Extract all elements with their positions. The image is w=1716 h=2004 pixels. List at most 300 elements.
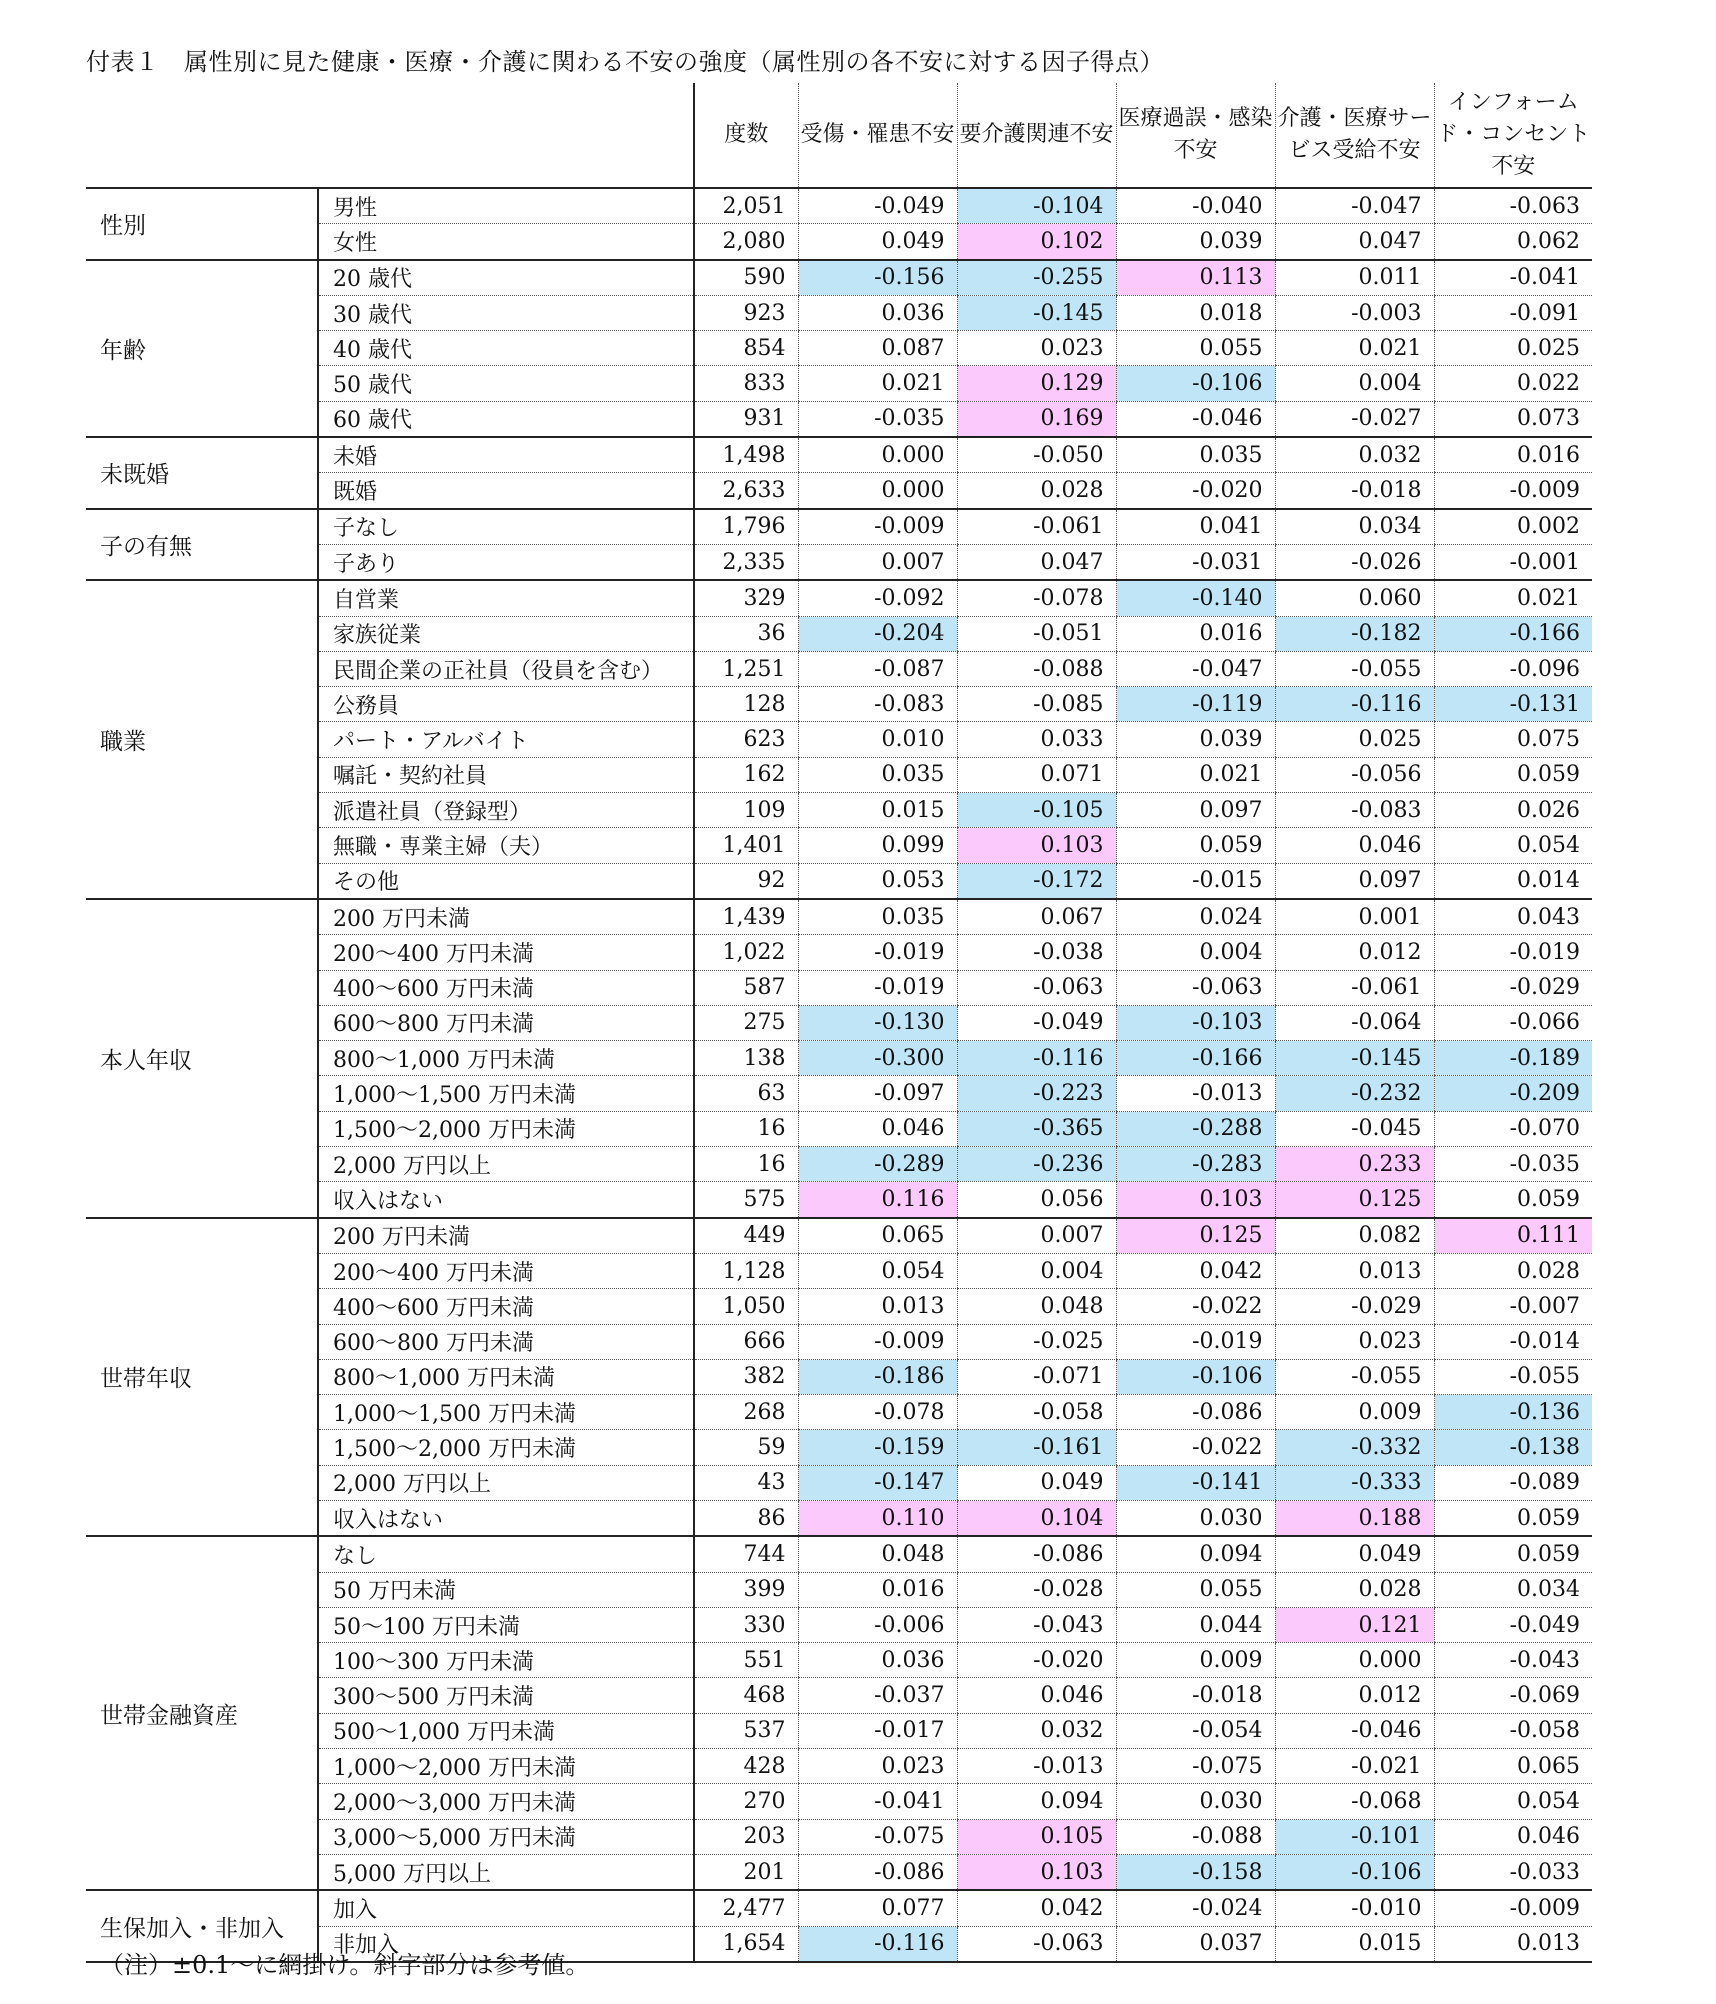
factor-score-cell: -0.078 bbox=[957, 580, 1116, 616]
factor-score-cell: -0.166 bbox=[1434, 616, 1592, 651]
factor-score-cell: -0.332 bbox=[1275, 1430, 1434, 1465]
factor-score-cell: -0.043 bbox=[1434, 1643, 1592, 1678]
factor-score-cell: 0.035 bbox=[798, 757, 957, 792]
count-cell: 382 bbox=[694, 1359, 798, 1394]
factor-score-cell: -0.136 bbox=[1434, 1395, 1592, 1430]
factor-score-cell: -0.087 bbox=[798, 651, 957, 686]
factor-score-cell: -0.166 bbox=[1116, 1041, 1275, 1076]
factor-score-cell: -0.013 bbox=[957, 1749, 1116, 1784]
table-row bbox=[86, 1536, 1592, 1572]
factor-score-cell: 0.036 bbox=[798, 295, 957, 330]
factor-score-cell: 0.046 bbox=[957, 1678, 1116, 1713]
factor-score-cell: 0.021 bbox=[1116, 757, 1275, 792]
factor-score-cell: -0.086 bbox=[798, 1854, 957, 1890]
factor-score-cell: 0.065 bbox=[798, 1218, 957, 1254]
factor-score-cell: 0.022 bbox=[1434, 366, 1592, 401]
row-label: 1,000～1,500 万円未満 bbox=[318, 1395, 694, 1430]
factor-score-cell: -0.009 bbox=[1434, 473, 1592, 509]
factor-score-cell: 0.004 bbox=[957, 1253, 1116, 1288]
count-cell: 468 bbox=[694, 1678, 798, 1713]
factor-score-cell: 0.059 bbox=[1434, 1182, 1592, 1218]
factor-score-cell: 0.121 bbox=[1275, 1607, 1434, 1642]
row-label: 公務員 bbox=[318, 687, 694, 722]
count-cell: 162 bbox=[694, 757, 798, 792]
factor-score-cell: -0.027 bbox=[1275, 401, 1434, 437]
factor-score-cell: 0.129 bbox=[957, 366, 1116, 401]
factor-score-cell: -0.088 bbox=[1116, 1819, 1275, 1854]
factor-score-cell: 0.004 bbox=[1116, 935, 1275, 970]
factor-score-cell: -0.026 bbox=[1275, 544, 1434, 580]
factor-score-cell: 0.014 bbox=[1434, 863, 1592, 899]
factor-score-cell: -0.001 bbox=[1434, 544, 1592, 580]
factor-score-cell: 0.032 bbox=[957, 1713, 1116, 1748]
count-cell: 330 bbox=[694, 1607, 798, 1642]
row-label: 100～300 万円未満 bbox=[318, 1643, 694, 1678]
table-row bbox=[86, 580, 1592, 616]
factor-score-cell: -0.069 bbox=[1434, 1678, 1592, 1713]
factor-score-cell: -0.085 bbox=[957, 687, 1116, 722]
factor-score-cell: -0.130 bbox=[798, 1005, 957, 1040]
row-label: 収入はない bbox=[318, 1500, 694, 1536]
row-label: その他 bbox=[318, 863, 694, 899]
count-cell: 63 bbox=[694, 1076, 798, 1111]
factor-score-cell: -0.018 bbox=[1116, 1678, 1275, 1713]
factor-score-cell: 0.024 bbox=[1116, 899, 1275, 935]
factor-score-cell: -0.049 bbox=[1434, 1607, 1592, 1642]
count-cell: 86 bbox=[694, 1500, 798, 1536]
factor-score-cell: -0.106 bbox=[1116, 366, 1275, 401]
row-label: パート・アルバイト bbox=[318, 722, 694, 757]
row-label: 200 万円未満 bbox=[318, 1218, 694, 1254]
factor-score-cell: 0.188 bbox=[1275, 1500, 1434, 1536]
factor-score-cell: -0.019 bbox=[1116, 1324, 1275, 1359]
count-cell: 270 bbox=[694, 1784, 798, 1819]
factor-score-cell: 0.013 bbox=[1275, 1253, 1434, 1288]
factor-score-cell: -0.020 bbox=[1116, 473, 1275, 509]
factor-score-cell: 0.036 bbox=[798, 1643, 957, 1678]
factor-score-cell: -0.063 bbox=[957, 970, 1116, 1005]
factor-score-cell: -0.054 bbox=[1116, 1713, 1275, 1748]
factor-score-cell: 0.046 bbox=[1434, 1819, 1592, 1854]
factor-score-cell: -0.131 bbox=[1434, 687, 1592, 722]
count-cell: 92 bbox=[694, 863, 798, 899]
factor-score-cell: -0.071 bbox=[957, 1359, 1116, 1394]
count-cell: 833 bbox=[694, 366, 798, 401]
count-cell: 744 bbox=[694, 1536, 798, 1572]
row-label: 民間企業の正社員（役員を含む） bbox=[318, 651, 694, 686]
count-cell: 2,335 bbox=[694, 544, 798, 580]
factor-score-cell: 0.023 bbox=[957, 331, 1116, 366]
count-cell: 329 bbox=[694, 580, 798, 616]
factor-score-cell: 0.049 bbox=[1275, 1536, 1434, 1572]
row-label: 50～100 万円未満 bbox=[318, 1607, 694, 1642]
count-cell: 138 bbox=[694, 1041, 798, 1076]
factor-score-cell: -0.020 bbox=[957, 1643, 1116, 1678]
factor-score-cell: -0.049 bbox=[957, 1005, 1116, 1040]
factor-score-cell: 0.110 bbox=[798, 1500, 957, 1536]
row-label: 200～400 万円未満 bbox=[318, 1253, 694, 1288]
count-cell: 551 bbox=[694, 1643, 798, 1678]
row-label: 2,000～3,000 万円未満 bbox=[318, 1784, 694, 1819]
factor-score-cell: 0.059 bbox=[1116, 828, 1275, 863]
factor-score-cell: -0.140 bbox=[1116, 580, 1275, 616]
row-label: 30 歳代 bbox=[318, 295, 694, 330]
factor-score-cell: 0.042 bbox=[1116, 1253, 1275, 1288]
row-label: 5,000 万円以上 bbox=[318, 1854, 694, 1890]
count-cell: 2,080 bbox=[694, 224, 798, 260]
count-cell: 1,022 bbox=[694, 935, 798, 970]
factor-score-cell: -0.186 bbox=[798, 1359, 957, 1394]
row-label: 800～1,000 万円未満 bbox=[318, 1041, 694, 1076]
factor-score-cell: 0.000 bbox=[798, 473, 957, 509]
count-cell: 923 bbox=[694, 295, 798, 330]
count-cell: 2,477 bbox=[694, 1890, 798, 1926]
group-label: 世帯年収 bbox=[86, 1218, 318, 1537]
factor-score-cell: -0.156 bbox=[798, 260, 957, 296]
count-cell: 43 bbox=[694, 1465, 798, 1500]
header-medical-error-anxiety: 医療過誤・感染不安 bbox=[1116, 83, 1275, 188]
factor-score-cell: 0.077 bbox=[798, 1890, 957, 1926]
factor-score-cell: 0.034 bbox=[1434, 1572, 1592, 1607]
factor-score-cell: 0.021 bbox=[1434, 580, 1592, 616]
factor-score-cell: -0.116 bbox=[957, 1041, 1116, 1076]
row-label: 非加入 bbox=[318, 1926, 694, 1962]
factor-score-cell: -0.040 bbox=[1116, 188, 1275, 224]
group-label: 年齢 bbox=[86, 260, 318, 437]
factor-score-cell: -0.033 bbox=[1434, 1854, 1592, 1890]
table-row bbox=[86, 1890, 1592, 1926]
factor-score-cell: 0.025 bbox=[1434, 331, 1592, 366]
factor-score-cell: -0.161 bbox=[957, 1430, 1116, 1465]
factor-score-cell: -0.058 bbox=[957, 1395, 1116, 1430]
row-label: 1,500～2,000 万円未満 bbox=[318, 1430, 694, 1465]
factor-score-cell: -0.145 bbox=[1275, 1041, 1434, 1076]
row-label: 200 万円未満 bbox=[318, 899, 694, 935]
factor-score-cell: 0.007 bbox=[957, 1218, 1116, 1254]
factor-score-cell: 0.116 bbox=[798, 1182, 957, 1218]
factor-score-cell: 0.035 bbox=[798, 899, 957, 935]
factor-score-cell: 0.035 bbox=[1116, 437, 1275, 473]
factor-score-cell: -0.064 bbox=[1275, 1005, 1434, 1040]
factor-score-cell: 0.075 bbox=[1434, 722, 1592, 757]
factor-score-cell: -0.096 bbox=[1434, 651, 1592, 686]
header-blank bbox=[86, 83, 694, 188]
factor-score-cell: 0.009 bbox=[1116, 1643, 1275, 1678]
factor-score-cell: -0.029 bbox=[1434, 970, 1592, 1005]
group-label: 世帯金融資産 bbox=[86, 1536, 318, 1890]
factor-score-cell: 0.054 bbox=[1434, 828, 1592, 863]
count-cell: 16 bbox=[694, 1111, 798, 1146]
table-row bbox=[86, 188, 1592, 224]
factor-score-cell: -0.101 bbox=[1275, 1819, 1434, 1854]
factor-score-cell: 0.026 bbox=[1434, 793, 1592, 828]
count-cell: 1,128 bbox=[694, 1253, 798, 1288]
factor-score-cell: 0.060 bbox=[1275, 580, 1434, 616]
factor-score-cell: 0.000 bbox=[798, 437, 957, 473]
factor-score-cell: 0.023 bbox=[1275, 1324, 1434, 1359]
factor-score-cell: 0.048 bbox=[798, 1536, 957, 1572]
count-cell: 590 bbox=[694, 260, 798, 296]
row-label: 400～600 万円未満 bbox=[318, 1289, 694, 1324]
factor-score-cell: 0.099 bbox=[798, 828, 957, 863]
factor-score-cell: 0.067 bbox=[957, 899, 1116, 935]
table-row bbox=[86, 437, 1592, 473]
factor-score-cell: -0.056 bbox=[1275, 757, 1434, 792]
factor-score-cell: 0.021 bbox=[798, 366, 957, 401]
table-row bbox=[86, 899, 1592, 935]
factor-score-cell: 0.028 bbox=[957, 473, 1116, 509]
row-label: 無職・専業主婦（夫） bbox=[318, 828, 694, 863]
factor-score-cell: -0.009 bbox=[798, 509, 957, 545]
count-cell: 59 bbox=[694, 1430, 798, 1465]
factor-score-cell: 0.007 bbox=[798, 544, 957, 580]
header-informed-consent-anxiety: インフォームド・コンセント不安 bbox=[1434, 83, 1592, 188]
factor-score-cell: -0.300 bbox=[798, 1041, 957, 1076]
count-cell: 1,401 bbox=[694, 828, 798, 863]
row-label: 200～400 万円未満 bbox=[318, 935, 694, 970]
count-cell: 1,050 bbox=[694, 1289, 798, 1324]
factor-score-cell: -0.333 bbox=[1275, 1465, 1434, 1500]
factor-score-cell: -0.009 bbox=[798, 1324, 957, 1359]
factor-score-cell: 0.046 bbox=[1275, 828, 1434, 863]
count-cell: 428 bbox=[694, 1749, 798, 1784]
factor-score-cell: -0.015 bbox=[1116, 863, 1275, 899]
factor-score-cell: 0.053 bbox=[798, 863, 957, 899]
factor-score-cell: 0.054 bbox=[798, 1253, 957, 1288]
factor-score-cell: -0.051 bbox=[957, 616, 1116, 651]
header-row bbox=[86, 83, 1592, 188]
factor-score-cell: 0.037 bbox=[1116, 1926, 1275, 1962]
factor-score-cell: -0.092 bbox=[798, 580, 957, 616]
factor-score-cell: 0.015 bbox=[1275, 1926, 1434, 1962]
count-cell: 16 bbox=[694, 1147, 798, 1182]
count-cell: 109 bbox=[694, 793, 798, 828]
factor-score-cell: -0.047 bbox=[1116, 651, 1275, 686]
factor-score-cell: 0.015 bbox=[798, 793, 957, 828]
row-label: 加入 bbox=[318, 1890, 694, 1926]
row-label: 未婚 bbox=[318, 437, 694, 473]
factor-score-cell: -0.223 bbox=[957, 1076, 1116, 1111]
factor-score-cell: -0.068 bbox=[1275, 1784, 1434, 1819]
factor-score-cell: -0.182 bbox=[1275, 616, 1434, 651]
factor-score-cell: 0.018 bbox=[1116, 295, 1275, 330]
factor-score-cell: -0.041 bbox=[1434, 260, 1592, 296]
factor-score-cell: -0.105 bbox=[957, 793, 1116, 828]
factor-score-cell: 0.073 bbox=[1434, 401, 1592, 437]
factor-score-cell: -0.288 bbox=[1116, 1111, 1275, 1146]
factor-score-cell: 0.097 bbox=[1275, 863, 1434, 899]
row-label: なし bbox=[318, 1536, 694, 1572]
factor-score-cell: -0.289 bbox=[798, 1147, 957, 1182]
factor-score-cell: 0.001 bbox=[1275, 899, 1434, 935]
factor-score-cell: 0.047 bbox=[957, 544, 1116, 580]
factor-score-cell: -0.066 bbox=[1434, 1005, 1592, 1040]
count-cell: 1,439 bbox=[694, 899, 798, 935]
table-body bbox=[86, 188, 1592, 1962]
factor-score-cell: -0.055 bbox=[1434, 1359, 1592, 1394]
row-label: 600～800 万円未満 bbox=[318, 1324, 694, 1359]
factor-score-cell: -0.063 bbox=[1116, 970, 1275, 1005]
header-count: 度数 bbox=[694, 83, 798, 188]
factor-score-cell: -0.078 bbox=[798, 1395, 957, 1430]
factor-score-cell: 0.047 bbox=[1275, 224, 1434, 260]
factor-score-cell: 0.016 bbox=[798, 1572, 957, 1607]
factor-score-cell: -0.046 bbox=[1275, 1713, 1434, 1748]
row-label: 1,000～2,000 万円未満 bbox=[318, 1749, 694, 1784]
row-label: 2,000 万円以上 bbox=[318, 1147, 694, 1182]
factor-score-cell: -0.089 bbox=[1434, 1465, 1592, 1500]
factor-score-cell: -0.003 bbox=[1275, 295, 1434, 330]
factor-score-cell: 0.039 bbox=[1116, 722, 1275, 757]
factor-score-cell: 0.113 bbox=[1116, 260, 1275, 296]
factor-score-cell: 0.102 bbox=[957, 224, 1116, 260]
factor-score-cell: 0.055 bbox=[1116, 1572, 1275, 1607]
factor-score-cell: 0.104 bbox=[957, 1500, 1116, 1536]
count-cell: 203 bbox=[694, 1819, 798, 1854]
factor-score-cell: 0.041 bbox=[1116, 509, 1275, 545]
factor-score-cell: -0.097 bbox=[798, 1076, 957, 1111]
factor-score-cell: -0.106 bbox=[1275, 1854, 1434, 1890]
count-cell: 36 bbox=[694, 616, 798, 651]
count-cell: 575 bbox=[694, 1182, 798, 1218]
factor-score-cell: -0.159 bbox=[798, 1430, 957, 1465]
factor-score-cell: 0.049 bbox=[798, 224, 957, 260]
count-cell: 201 bbox=[694, 1854, 798, 1890]
row-label: 子なし bbox=[318, 509, 694, 545]
factor-score-cell: -0.043 bbox=[957, 1607, 1116, 1642]
factor-score-cell: 0.004 bbox=[1275, 366, 1434, 401]
factor-score-cell: 0.012 bbox=[1275, 1678, 1434, 1713]
row-label: 300～500 万円未満 bbox=[318, 1678, 694, 1713]
factor-score-cell: -0.075 bbox=[1116, 1749, 1275, 1784]
factor-score-cell: -0.046 bbox=[1116, 401, 1275, 437]
count-cell: 2,051 bbox=[694, 188, 798, 224]
factor-score-cell: 0.000 bbox=[1275, 1643, 1434, 1678]
factor-score-cell: -0.024 bbox=[1116, 1890, 1275, 1926]
factor-score-cell: -0.141 bbox=[1116, 1465, 1275, 1500]
row-label: 20 歳代 bbox=[318, 260, 694, 296]
factor-score-cell: -0.035 bbox=[1434, 1147, 1592, 1182]
factor-score-cell: 0.049 bbox=[957, 1465, 1116, 1500]
row-label: 1,500～2,000 万円未満 bbox=[318, 1111, 694, 1146]
factor-score-cell: 0.094 bbox=[957, 1784, 1116, 1819]
factor-score-cell: -0.022 bbox=[1116, 1289, 1275, 1324]
factor-score-cell: -0.365 bbox=[957, 1111, 1116, 1146]
factor-score-cell: -0.045 bbox=[1275, 1111, 1434, 1146]
factor-score-cell: 0.016 bbox=[1116, 616, 1275, 651]
factor-score-cell: 0.233 bbox=[1275, 1147, 1434, 1182]
header-injury-illness-anxiety: 受傷・罹患不安 bbox=[798, 83, 957, 188]
row-label: 収入はない bbox=[318, 1182, 694, 1218]
factor-score-cell: 0.030 bbox=[1116, 1784, 1275, 1819]
row-label: 3,000～5,000 万円未満 bbox=[318, 1819, 694, 1854]
factor-score-cell: 0.009 bbox=[1275, 1395, 1434, 1430]
factor-score-cell: -0.091 bbox=[1434, 295, 1592, 330]
factor-score-cell: -0.086 bbox=[957, 1536, 1116, 1572]
row-label: 女性 bbox=[318, 224, 694, 260]
factor-score-cell: 0.087 bbox=[798, 331, 957, 366]
factor-score-cell: 0.059 bbox=[1434, 757, 1592, 792]
row-label: 40 歳代 bbox=[318, 331, 694, 366]
factor-score-cell: 0.034 bbox=[1275, 509, 1434, 545]
factor-score-cell: 0.011 bbox=[1275, 260, 1434, 296]
row-label: 男性 bbox=[318, 188, 694, 224]
count-cell: 931 bbox=[694, 401, 798, 437]
table-note: （注）±0.1～に網掛け。斜字部分は参考値。 bbox=[100, 1951, 590, 1979]
factor-score-cell: 0.071 bbox=[957, 757, 1116, 792]
count-cell: 854 bbox=[694, 331, 798, 366]
factor-score-cell: -0.035 bbox=[798, 401, 957, 437]
factor-score-cell: -0.075 bbox=[798, 1819, 957, 1854]
factor-score-cell: -0.255 bbox=[957, 260, 1116, 296]
count-cell: 623 bbox=[694, 722, 798, 757]
factor-score-cell: 0.042 bbox=[957, 1890, 1116, 1926]
factor-score-cell: -0.063 bbox=[1434, 188, 1592, 224]
factor-score-cell: -0.049 bbox=[798, 188, 957, 224]
factor-score-cell: -0.103 bbox=[1116, 1005, 1275, 1040]
factor-score-cell: 0.016 bbox=[1434, 437, 1592, 473]
group-label: 職業 bbox=[86, 580, 318, 899]
count-cell: 537 bbox=[694, 1713, 798, 1748]
count-cell: 275 bbox=[694, 1005, 798, 1040]
row-label: 400～600 万円未満 bbox=[318, 970, 694, 1005]
factor-score-cell: 0.103 bbox=[1116, 1182, 1275, 1218]
factor-score-cell: -0.031 bbox=[1116, 544, 1275, 580]
factor-score-cell: 0.054 bbox=[1434, 1784, 1592, 1819]
factor-score-cell: -0.083 bbox=[798, 687, 957, 722]
count-cell: 1,796 bbox=[694, 509, 798, 545]
factor-score-cell: -0.038 bbox=[957, 935, 1116, 970]
row-label: 嘱託・契約社員 bbox=[318, 757, 694, 792]
factor-score-cell: 0.048 bbox=[957, 1289, 1116, 1324]
row-label: 2,000 万円以上 bbox=[318, 1465, 694, 1500]
factor-score-cell: 0.030 bbox=[1116, 1500, 1275, 1536]
factor-score-cell: -0.009 bbox=[1434, 1890, 1592, 1926]
factor-score-cell: 0.094 bbox=[1116, 1536, 1275, 1572]
factor-score-cell: 0.105 bbox=[957, 1819, 1116, 1854]
factor-score-cell: -0.029 bbox=[1275, 1289, 1434, 1324]
factor-score-cell: -0.006 bbox=[798, 1607, 957, 1642]
factor-score-cell: 0.082 bbox=[1275, 1218, 1434, 1254]
table-row bbox=[86, 509, 1592, 545]
factor-score-cell: -0.119 bbox=[1116, 687, 1275, 722]
row-label: 子あり bbox=[318, 544, 694, 580]
row-label: 50 歳代 bbox=[318, 366, 694, 401]
factor-score-cell: 0.032 bbox=[1275, 437, 1434, 473]
factor-score-cell: -0.138 bbox=[1434, 1430, 1592, 1465]
count-cell: 449 bbox=[694, 1218, 798, 1254]
factor-score-cell: 0.028 bbox=[1275, 1572, 1434, 1607]
factor-score-cell: -0.083 bbox=[1275, 793, 1434, 828]
factor-score-cell: 0.125 bbox=[1116, 1218, 1275, 1254]
factor-score-cell: 0.103 bbox=[957, 1854, 1116, 1890]
row-label: 1,000～1,500 万円未満 bbox=[318, 1076, 694, 1111]
factor-score-cell: 0.010 bbox=[798, 722, 957, 757]
factor-score-cell: -0.145 bbox=[957, 295, 1116, 330]
row-label: 800～1,000 万円未満 bbox=[318, 1359, 694, 1394]
factor-score-cell: -0.047 bbox=[1275, 188, 1434, 224]
factor-score-cell: -0.019 bbox=[798, 935, 957, 970]
factor-score-cell: 0.013 bbox=[798, 1289, 957, 1324]
factor-score-cell: 0.044 bbox=[1116, 1607, 1275, 1642]
factor-score-cell: -0.086 bbox=[1116, 1395, 1275, 1430]
table-row bbox=[86, 260, 1592, 296]
factor-score-cell: -0.204 bbox=[798, 616, 957, 651]
factor-score-cell: 0.125 bbox=[1275, 1182, 1434, 1218]
group-label: 子の有無 bbox=[86, 509, 318, 581]
row-label: 60 歳代 bbox=[318, 401, 694, 437]
factor-score-cell: -0.172 bbox=[957, 863, 1116, 899]
